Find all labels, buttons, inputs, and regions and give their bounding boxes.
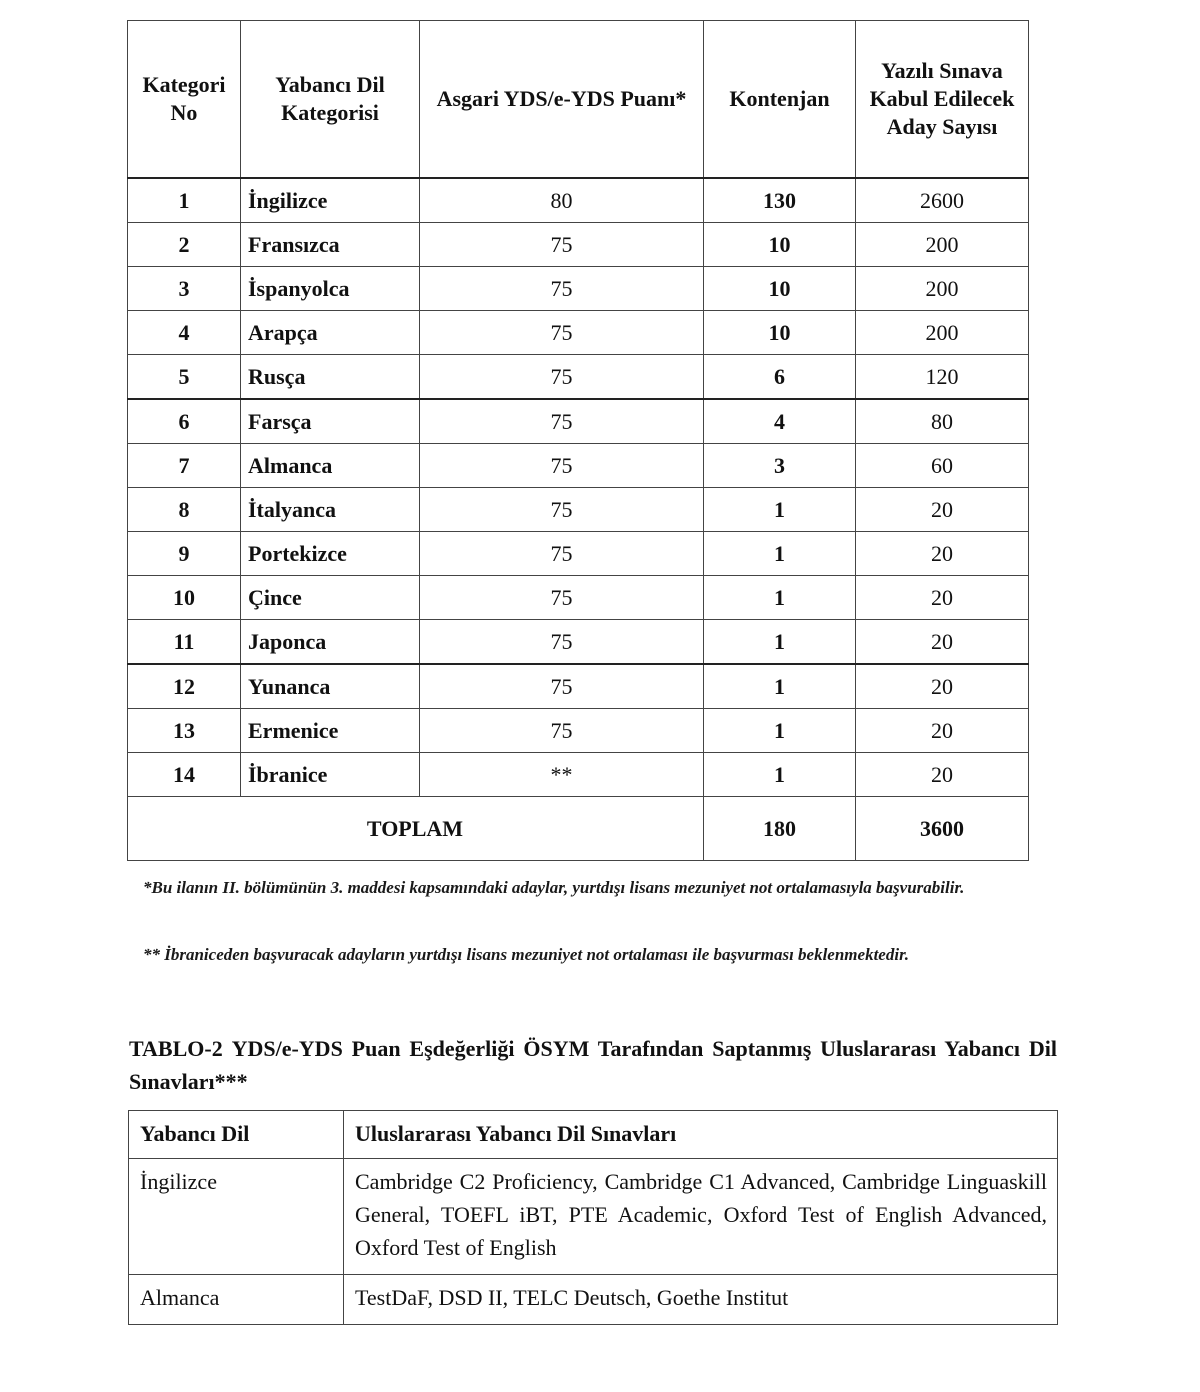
cell-language: İngilizce: [241, 178, 420, 223]
cell-min-score: 75: [420, 620, 704, 665]
cell-no: 13: [128, 709, 241, 753]
cell-admitted: 200: [856, 267, 1029, 311]
header-kategori: Yabancı Dil Kategorisi: [241, 21, 420, 179]
cell-min-score: 75: [420, 399, 704, 444]
cell-min-score: 75: [420, 267, 704, 311]
cell-no: 10: [128, 576, 241, 620]
cell-quota: 10: [704, 267, 856, 311]
cell-language: Rusça: [241, 355, 420, 400]
cell-admitted: 200: [856, 311, 1029, 355]
table2-title: [129, 1032, 1057, 1098]
cell-admitted: 20: [856, 753, 1029, 797]
cell-quota: 4: [704, 399, 856, 444]
cell-language: Portekizce: [241, 532, 420, 576]
header-asgari-puan: Asgari YDS/e-YDS Puanı*: [420, 21, 704, 179]
cell-quota: 1: [704, 709, 856, 753]
cell-quota: 1: [704, 576, 856, 620]
table-row: [128, 709, 1029, 753]
header-kabul-aday: Yazılı Sınava Kabul Edilecek Aday Sayısı: [856, 21, 1029, 179]
quota-table: [127, 20, 1029, 861]
cell-admitted: 2600: [856, 178, 1029, 223]
cell-no: 11: [128, 620, 241, 665]
cell-quota: 6: [704, 355, 856, 400]
cell-min-score: 80: [420, 178, 704, 223]
cell-no: 12: [128, 664, 241, 709]
table-row: [128, 488, 1029, 532]
cell-min-score: 75: [420, 355, 704, 400]
cell-no: 1: [128, 178, 241, 223]
cell-min-score: 75: [420, 311, 704, 355]
table-row: [128, 223, 1029, 267]
exam-table-body: [129, 1159, 1058, 1325]
table-row: [128, 532, 1029, 576]
total-quota: 180: [704, 797, 856, 861]
cell-quota: 1: [704, 753, 856, 797]
cell-min-score: **: [420, 753, 704, 797]
cell-language: İtalyanca: [241, 488, 420, 532]
header-kategori-no: Kategori No: [128, 21, 241, 179]
cell-quota: 10: [704, 311, 856, 355]
table-row: [128, 620, 1029, 665]
table-row: [128, 178, 1029, 223]
table-row: [128, 311, 1029, 355]
table-row: [128, 753, 1029, 797]
quota-table-header: [128, 21, 1029, 179]
table2-title-label: TABLO-2: [129, 1036, 223, 1061]
cell-admitted: 20: [856, 709, 1029, 753]
cell-min-score: 75: [420, 444, 704, 488]
cell-language: Japonca: [241, 620, 420, 665]
cell-admitted: 200: [856, 223, 1029, 267]
cell-admitted: 20: [856, 488, 1029, 532]
cell-min-score: 75: [420, 664, 704, 709]
footnote-double-asterisk: ** İbraniceden başvuracak adayların yurtdışı lisans mezuniyet not ortalaması ile başvurması beklenmektedir.: [143, 945, 909, 964]
cell-admitted: 20: [856, 532, 1029, 576]
cell-language: İngilizce: [129, 1159, 344, 1275]
cell-language: Almanca: [129, 1275, 344, 1325]
table-row: [128, 576, 1029, 620]
table-row: [128, 267, 1029, 311]
cell-no: 7: [128, 444, 241, 488]
table2-title-text: YDS/e-YDS Puan Eşdeğerliği ÖSYM Tarafından Saptanmış Uluslararası Yabancı Dil Sınavları***: [129, 1036, 1058, 1094]
cell-admitted: 20: [856, 576, 1029, 620]
cell-min-score: 75: [420, 488, 704, 532]
exam-equivalence-table: [128, 1110, 1058, 1325]
cell-min-score: 75: [420, 532, 704, 576]
total-admitted: 3600: [856, 797, 1029, 861]
cell-min-score: 75: [420, 576, 704, 620]
cell-exams: TestDaF, DSD II, TELC Deutsch, Goethe Institut: [344, 1275, 1058, 1325]
cell-language: Çince: [241, 576, 420, 620]
cell-admitted: 120: [856, 355, 1029, 400]
table-row: [128, 355, 1029, 400]
cell-exams: Cambridge C2 Proficiency, Cambridge C1 Advanced, Cambridge Linguaskill General, TOEFL iBT, PTE Academic, Oxford Test of English Advanced, Oxford Test of English: [344, 1159, 1058, 1275]
cell-no: 3: [128, 267, 241, 311]
header-language: Yabancı Dil: [129, 1111, 344, 1159]
cell-language: Ermenice: [241, 709, 420, 753]
cell-min-score: 75: [420, 223, 704, 267]
cell-admitted: 60: [856, 444, 1029, 488]
cell-quota: 10: [704, 223, 856, 267]
cell-language: Arapça: [241, 311, 420, 355]
cell-admitted: 20: [856, 620, 1029, 665]
cell-no: 2: [128, 223, 241, 267]
cell-language: Fransızca: [241, 223, 420, 267]
cell-admitted: 80: [856, 399, 1029, 444]
table-row: [128, 664, 1029, 709]
cell-language: İbranice: [241, 753, 420, 797]
cell-quota: 3: [704, 444, 856, 488]
table-row: [128, 444, 1029, 488]
table-row: [129, 1275, 1058, 1325]
cell-admitted: 20: [856, 664, 1029, 709]
cell-quota: 1: [704, 664, 856, 709]
cell-no: 14: [128, 753, 241, 797]
total-label: TOPLAM: [128, 797, 704, 861]
total-row: [128, 797, 1029, 861]
cell-language: Yunanca: [241, 664, 420, 709]
cell-no: 8: [128, 488, 241, 532]
cell-language: Farsça: [241, 399, 420, 444]
cell-quota: 1: [704, 620, 856, 665]
cell-no: 4: [128, 311, 241, 355]
cell-quota: 1: [704, 488, 856, 532]
cell-no: 9: [128, 532, 241, 576]
cell-quota: 130: [704, 178, 856, 223]
cell-min-score: 75: [420, 709, 704, 753]
header-exams: Uluslararası Yabancı Dil Sınavları: [344, 1111, 1058, 1159]
cell-no: 6: [128, 399, 241, 444]
quota-table-body: [128, 178, 1029, 861]
cell-quota: 1: [704, 532, 856, 576]
cell-no: 5: [128, 355, 241, 400]
table-row: [128, 399, 1029, 444]
table-row: [129, 1159, 1058, 1275]
exam-table-header: [129, 1111, 1058, 1159]
header-kontenjan: Kontenjan: [704, 21, 856, 179]
cell-language: İspanyolca: [241, 267, 420, 311]
cell-language: Almanca: [241, 444, 420, 488]
footnote-asterisk: *Bu ilanın II. bölümünün 3. maddesi kapsamındaki adaylar, yurtdışı lisans mezuniyet not ortalamasıyla başvurabilir.: [143, 878, 965, 897]
